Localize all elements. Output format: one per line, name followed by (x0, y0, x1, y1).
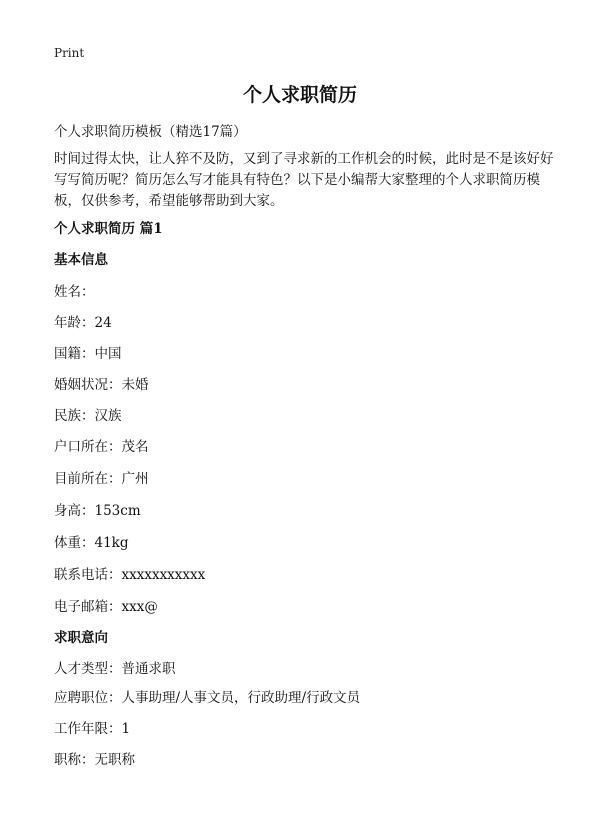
field-nationality: 国籍：中国 (54, 346, 122, 362)
field-professional-title: 职称：无职称 (54, 752, 135, 768)
page-title: 个人求职简历 (242, 84, 357, 106)
field-talent-type: 人才类型：普通求职 (54, 661, 176, 677)
field-name: 姓名： (54, 284, 95, 300)
field-marital-status: 婚姻状况：未婚 (54, 377, 149, 393)
field-position: 应聘职位：人事助理/人事文员，行政助理/行政文员 (54, 690, 361, 706)
basic-info-heading: 基本信息 (54, 252, 108, 268)
field-age: 年龄：24 (54, 315, 112, 331)
field-ethnicity: 民族：汉族 (54, 408, 122, 424)
field-work-years: 工作年限：1 (54, 721, 131, 737)
field-hukou: 户口所在：茂名 (54, 439, 149, 455)
field-weight: 体重：41kg (54, 535, 129, 551)
job-intention-heading: 求职意向 (54, 630, 108, 646)
field-phone: 联系电话：xxxxxxxxxxx (54, 567, 206, 583)
print-link[interactable]: Print (54, 46, 85, 60)
field-email: 电子邮箱：xxx@ (54, 599, 158, 615)
document-subtitle: 个人求职简历模板（精选17篇） (54, 124, 247, 140)
article-heading: 个人求职简历 篇1 (54, 221, 163, 237)
field-current-location: 目前所在：广州 (54, 471, 149, 487)
intro-paragraph: 时间过得太快，让人猝不及防，又到了寻求新的工作机会的时候，此时是不是该好好写写简历呢？简历怎么写才能具有特色？以下是小编帮大家整理的个人求职简历模板，仅供参考，希望能够帮助到大家。 (54, 151, 554, 209)
field-height: 身高：153cm (54, 503, 141, 519)
